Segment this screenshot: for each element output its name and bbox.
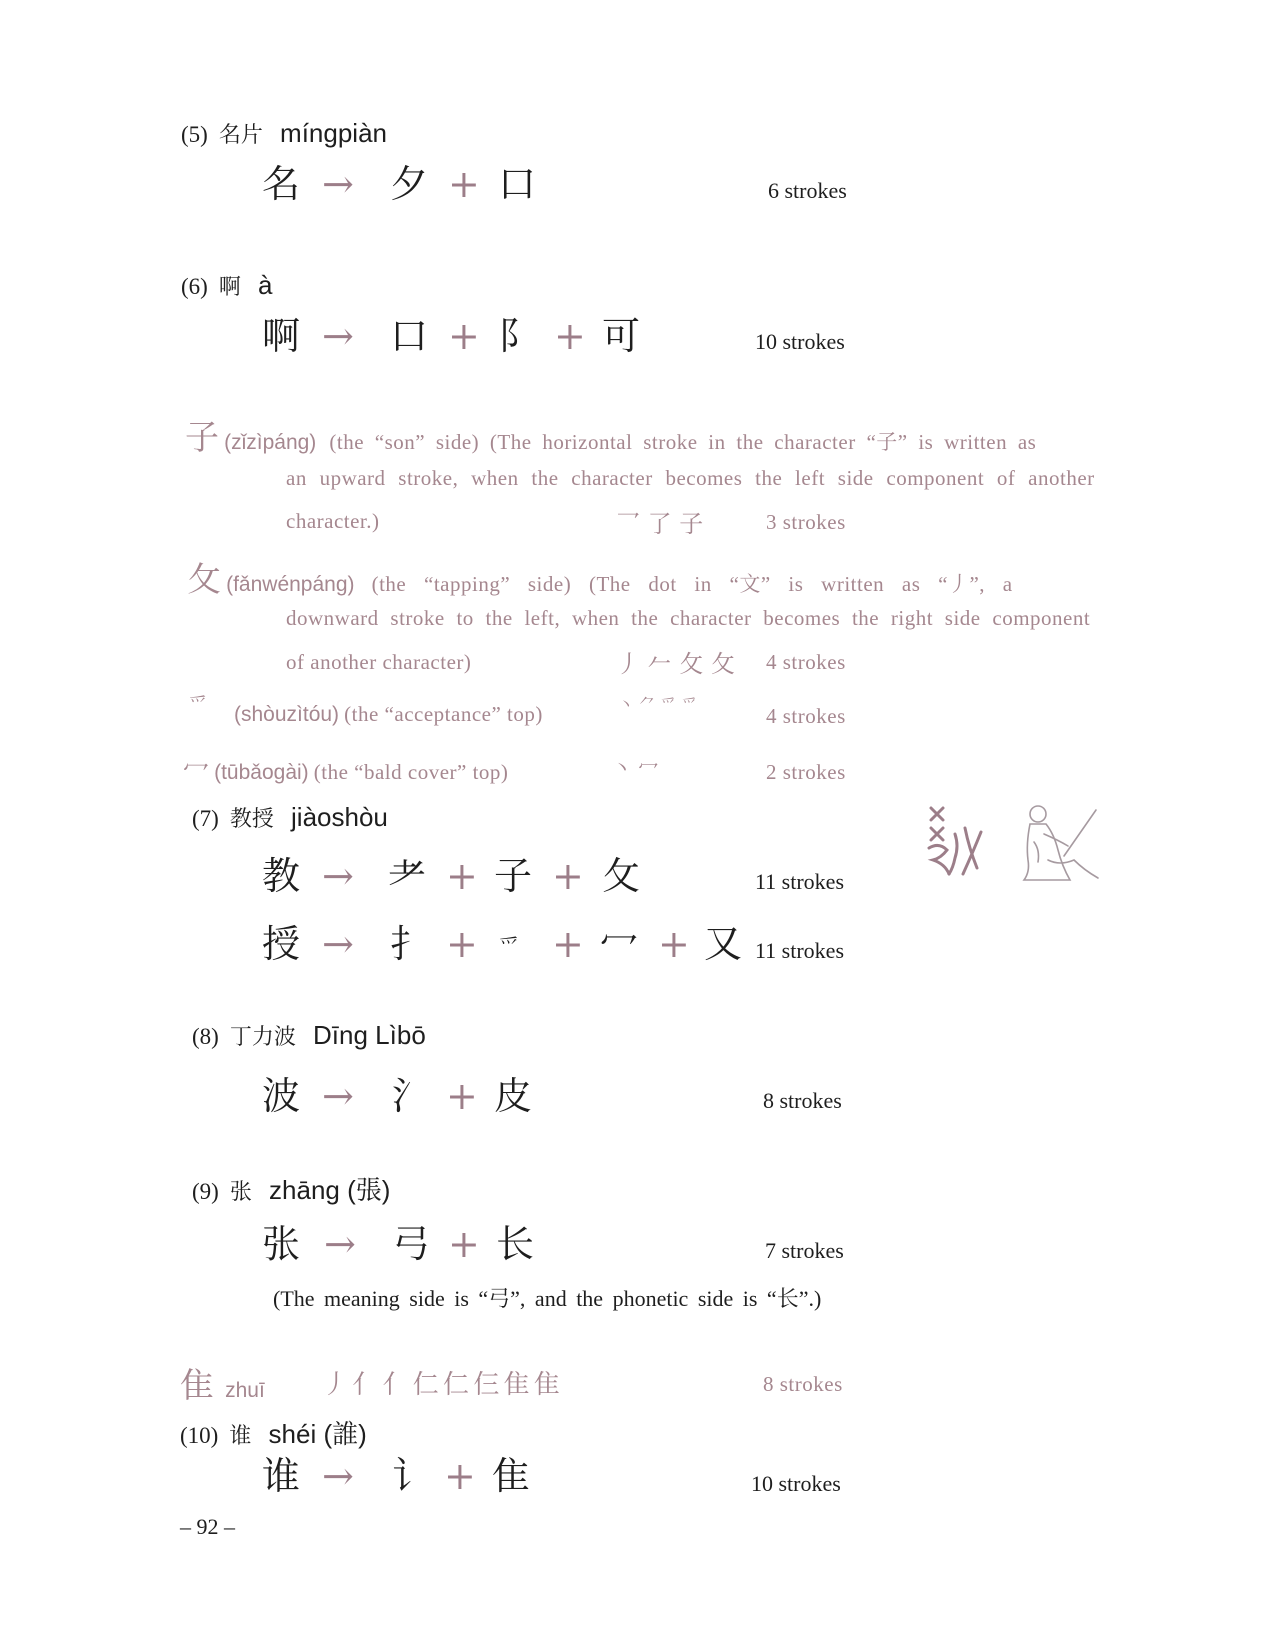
ancient-script-illustration [925, 798, 995, 882]
stroke-count: 7 strokes [765, 1238, 844, 1263]
target-character: 授 [262, 922, 301, 966]
component-fanwenpang [187, 552, 1013, 601]
item-number: (9) [192, 1179, 219, 1204]
plus-sign: + [448, 162, 480, 206]
target-character: 波 [262, 1074, 301, 1118]
item-pinyin: shéi (誰) [268, 1419, 367, 1449]
item-number: (10) [180, 1423, 219, 1448]
component-tubaogai [183, 750, 508, 787]
component-description: (the “son” side) (The horizontal stroke in the character “子” is written as [329, 430, 1037, 454]
component-glyph: 爫 [188, 692, 208, 716]
plus-sign: + [446, 854, 478, 898]
component-character: 夕 [390, 162, 429, 206]
component-character: 皮 [494, 1074, 533, 1118]
component-character: 扌 [390, 922, 429, 966]
component-pinyin: zhuī [225, 1379, 265, 1402]
stroke-order-sequence: 丿 𠂉 ⺙ 攵 [616, 650, 735, 678]
stroke-count: 11 strokes [755, 869, 845, 894]
component-pinyin: (tūbǎogài) [214, 761, 309, 784]
component-description-line: downward stroke to the left, when the character becomes the right side component [286, 606, 1091, 630]
stroke-order-sequence: 丶 冖 [612, 756, 659, 780]
component-character: 耂 [388, 854, 427, 898]
arrow-icon: → [322, 922, 354, 966]
stroke-order-sequence: 丿 亻 亻 仁 仁 仨 隹 隹 [322, 1370, 558, 1400]
plus-sign: + [552, 854, 584, 898]
component-character: 攵 [602, 854, 641, 898]
item-pinyin: zhāng (張) [269, 1175, 391, 1205]
plus-sign: + [658, 922, 690, 966]
item-hanzi: 张 [229, 1180, 252, 1205]
component-description-line: character.) [286, 509, 380, 533]
component-character: 口 [498, 162, 537, 206]
component-character: 隹 [492, 1454, 531, 1498]
item-6-heading [181, 270, 273, 301]
item-number: (8) [192, 1024, 219, 1049]
arrow-icon: → [322, 1074, 354, 1118]
item-7-heading [192, 802, 388, 833]
stroke-count: 2 strokes [766, 760, 846, 784]
component-description-line: of another character) [286, 650, 472, 674]
component-glyph: 隹 [180, 1366, 214, 1406]
item-10-heading [180, 1414, 367, 1451]
item-pinyin: míngpiàn [280, 118, 387, 148]
component-character: 又 [704, 922, 743, 966]
stroke-count: 6 strokes [768, 178, 847, 203]
stroke-count: 10 strokes [755, 329, 845, 354]
component-character: 可 [602, 314, 641, 358]
item-number: (7) [192, 806, 219, 831]
component-glyph: 子 [185, 418, 219, 458]
target-character: 教 [262, 854, 301, 898]
stroke-order-sequence: 丶 ⺈ 爫 爫 [618, 695, 698, 714]
item-hanzi: 谁 [229, 1424, 252, 1449]
component-character: 氵 [392, 1074, 431, 1118]
plus-sign: + [446, 922, 478, 966]
component-character: 口 [390, 314, 429, 358]
component-glyph: 攵 [187, 560, 221, 600]
item-pinyin: Dīng Lìbō [313, 1020, 426, 1050]
component-pinyin: (zǐzìpáng) [224, 431, 317, 454]
component-character: 阝 [498, 314, 537, 358]
arrow-icon: → [322, 854, 354, 898]
item-number: (5) [181, 122, 208, 147]
plus-sign: + [444, 1454, 476, 1498]
scholar-illustration [1018, 800, 1110, 884]
target-character: 张 [262, 1222, 301, 1266]
arrow-icon: → [322, 162, 354, 206]
component-pinyin: (fǎnwénpáng) [226, 573, 355, 596]
plus-sign: + [446, 1074, 478, 1118]
stroke-count: 4 strokes [766, 704, 846, 728]
arrow-icon: → [322, 1454, 354, 1498]
component-character: 长 [496, 1222, 535, 1266]
component-description: (the “bald cover” top) [313, 760, 509, 784]
stroke-count: 8 strokes [763, 1372, 843, 1396]
stroke-count: 4 strokes [766, 650, 846, 674]
item-hanzi: 名片 [218, 123, 263, 148]
item-hanzi: 丁力波 [229, 1025, 296, 1050]
arrow-icon: → [322, 314, 354, 358]
item-hanzi: 教授 [229, 807, 274, 832]
arrow-icon: → [324, 1222, 356, 1266]
stroke-count: 10 strokes [751, 1471, 841, 1496]
component-character: 讠 [392, 1454, 431, 1498]
component-character: 冖 [600, 922, 639, 966]
item-5-heading [181, 118, 387, 149]
stroke-count: 3 strokes [766, 510, 846, 534]
component-description: (the “tapping” side) (The dot in “文” is written as “丿”, a [371, 572, 1013, 596]
component-description-line: an upward stroke, when the character becomes the left side component of another [286, 466, 1095, 490]
page-number: – 92 – [180, 1514, 235, 1539]
component-zizipang [185, 410, 1036, 459]
component-shouzitou [188, 688, 208, 717]
item-hanzi: 啊 [218, 275, 241, 300]
item-pinyin: à [258, 270, 273, 300]
component-description: (the “acceptance” top) [344, 702, 543, 726]
component-pinyin: (shòuzìtóu) [234, 703, 340, 726]
component-character: 子 [494, 854, 533, 898]
stroke-count: 11 strokes [755, 938, 845, 963]
item-pinyin: jiàoshòu [291, 802, 388, 832]
component-character: 弓 [392, 1222, 431, 1266]
plus-sign: + [552, 922, 584, 966]
item-9-heading [192, 1170, 390, 1207]
target-character: 啊 [262, 314, 301, 358]
target-character: 名 [262, 162, 301, 206]
item-number: (6) [181, 274, 208, 299]
component-zhui [180, 1358, 265, 1407]
component-glyph: 冖 [183, 756, 210, 786]
plus-sign: + [448, 1222, 480, 1266]
target-character: 谁 [262, 1454, 301, 1498]
stroke-order-sequence: 乛 了 子 [616, 510, 704, 538]
component-character: 爫 [498, 935, 521, 960]
component-shouzitou-text [234, 702, 543, 727]
phonetic-note: (The meaning side is “弓”, and the phonetic side is “长”.) [273, 1286, 822, 1311]
item-8-heading [192, 1020, 426, 1051]
stroke-count: 8 strokes [763, 1088, 842, 1113]
plus-sign: + [554, 314, 586, 358]
plus-sign: + [448, 314, 480, 358]
